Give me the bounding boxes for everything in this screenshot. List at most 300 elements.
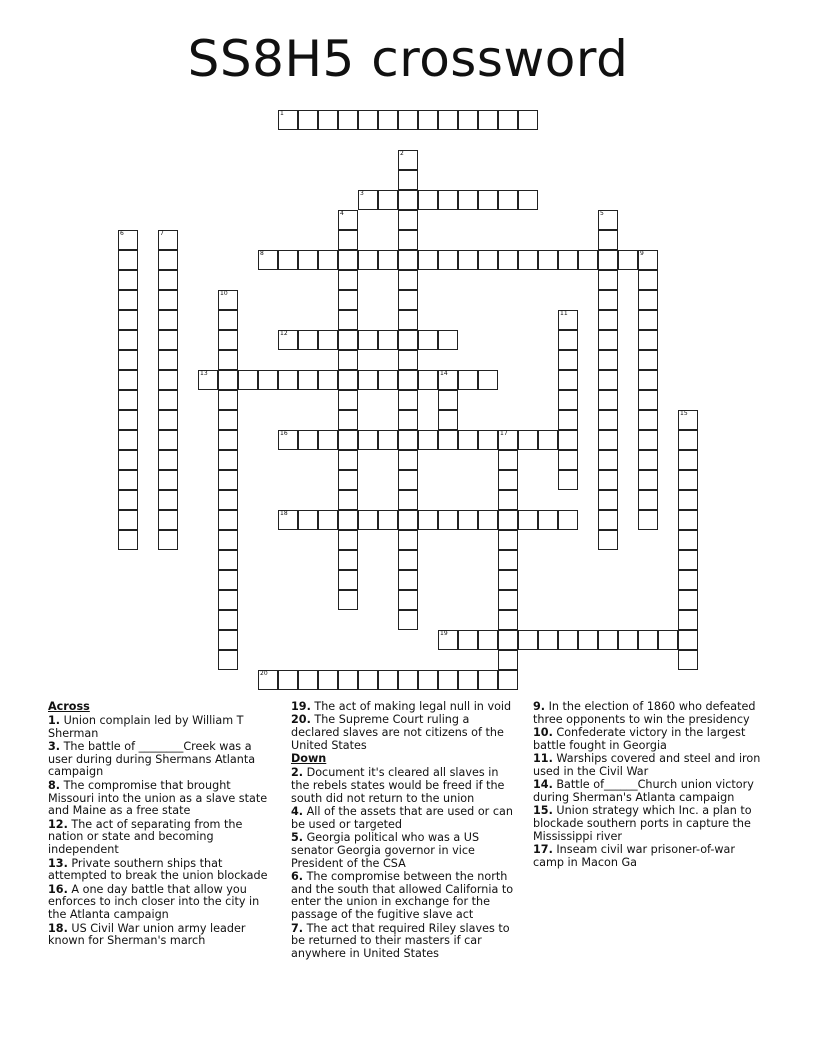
grid-cell[interactable] bbox=[158, 250, 178, 270]
grid-cell[interactable] bbox=[318, 250, 338, 270]
grid-cell[interactable] bbox=[518, 190, 538, 210]
grid-cell[interactable] bbox=[118, 530, 138, 550]
grid-cell[interactable] bbox=[118, 270, 138, 290]
grid-cell[interactable] bbox=[398, 410, 418, 430]
grid-cell[interactable] bbox=[678, 590, 698, 610]
grid-cell[interactable] bbox=[338, 510, 358, 530]
grid-cell[interactable] bbox=[158, 330, 178, 350]
grid-cell[interactable] bbox=[678, 650, 698, 670]
grid-cell[interactable] bbox=[678, 430, 698, 450]
grid-cell[interactable] bbox=[398, 590, 418, 610]
grid-cell[interactable] bbox=[498, 610, 518, 630]
clue-text: In the election of 1860 who defeated three opponents to win the presidency bbox=[533, 700, 756, 726]
grid-cell[interactable] bbox=[278, 370, 298, 390]
grid-cell[interactable] bbox=[578, 630, 598, 650]
grid-cell[interactable] bbox=[598, 630, 618, 650]
grid-cell[interactable] bbox=[498, 650, 518, 670]
grid-cell[interactable] bbox=[678, 470, 698, 490]
grid-cell[interactable] bbox=[158, 530, 178, 550]
grid-cell[interactable] bbox=[338, 390, 358, 410]
grid-cell[interactable] bbox=[478, 670, 498, 690]
grid-cell[interactable] bbox=[678, 570, 698, 590]
grid-cell[interactable] bbox=[598, 370, 618, 390]
grid-cell[interactable] bbox=[198, 370, 218, 390]
grid-cell[interactable] bbox=[438, 110, 458, 130]
grid-cell[interactable] bbox=[158, 270, 178, 290]
grid-cell[interactable] bbox=[598, 210, 618, 230]
grid-cell[interactable] bbox=[358, 110, 378, 130]
grid-cell[interactable] bbox=[458, 430, 478, 450]
clue-number: 16 bbox=[280, 430, 288, 437]
grid-cell[interactable] bbox=[338, 470, 358, 490]
across-clue bbox=[48, 780, 276, 818]
grid-cell[interactable] bbox=[218, 370, 238, 390]
grid-cell[interactable] bbox=[598, 450, 618, 470]
grid-cell[interactable] bbox=[398, 330, 418, 350]
grid-cell[interactable] bbox=[438, 430, 458, 450]
grid-cell[interactable] bbox=[398, 270, 418, 290]
grid-cell[interactable] bbox=[338, 570, 358, 590]
grid-cell[interactable] bbox=[338, 350, 358, 370]
grid-cell[interactable] bbox=[258, 250, 278, 270]
grid-cell[interactable] bbox=[478, 370, 498, 390]
grid-cell[interactable] bbox=[218, 470, 238, 490]
grid-cell[interactable] bbox=[458, 670, 478, 690]
grid-cell[interactable] bbox=[398, 150, 418, 170]
grid-cell[interactable] bbox=[558, 630, 578, 650]
grid-cell[interactable] bbox=[638, 450, 658, 470]
grid-cell[interactable] bbox=[318, 430, 338, 450]
grid-cell[interactable] bbox=[398, 230, 418, 250]
clue-number: 19 bbox=[440, 630, 448, 637]
grid-cell[interactable] bbox=[378, 430, 398, 450]
clue-number: 4 bbox=[340, 210, 344, 217]
grid-cell[interactable] bbox=[398, 190, 418, 210]
grid-cell[interactable] bbox=[558, 350, 578, 370]
grid-cell[interactable] bbox=[458, 630, 478, 650]
grid-cell[interactable] bbox=[578, 250, 598, 270]
grid-cell[interactable] bbox=[398, 530, 418, 550]
grid-cell[interactable] bbox=[498, 590, 518, 610]
clue-number: 14 bbox=[440, 370, 448, 377]
grid-cell[interactable] bbox=[398, 510, 418, 530]
clue-number: 3 bbox=[360, 190, 364, 197]
grid-cell[interactable] bbox=[498, 530, 518, 550]
grid-cell[interactable] bbox=[378, 670, 398, 690]
grid-cell[interactable] bbox=[478, 630, 498, 650]
grid-cell[interactable] bbox=[438, 510, 458, 530]
grid-cell[interactable] bbox=[498, 250, 518, 270]
grid-cell[interactable] bbox=[398, 570, 418, 590]
clue-label: 19. bbox=[291, 700, 311, 713]
grid-cell[interactable] bbox=[678, 490, 698, 510]
grid-cell[interactable] bbox=[458, 110, 478, 130]
grid-cell[interactable] bbox=[638, 630, 658, 650]
grid-cell[interactable] bbox=[278, 330, 298, 350]
grid-cell[interactable] bbox=[118, 290, 138, 310]
grid-cell[interactable] bbox=[558, 430, 578, 450]
clue-label: 1. bbox=[48, 713, 61, 727]
grid-cell[interactable] bbox=[298, 510, 318, 530]
grid-cell[interactable] bbox=[498, 510, 518, 530]
grid-cell[interactable] bbox=[118, 410, 138, 430]
grid-cell[interactable] bbox=[518, 510, 538, 530]
grid-cell[interactable] bbox=[378, 370, 398, 390]
grid-cell[interactable] bbox=[338, 110, 358, 130]
grid-cell[interactable] bbox=[678, 530, 698, 550]
grid-cell[interactable] bbox=[358, 430, 378, 450]
grid-cell[interactable] bbox=[218, 410, 238, 430]
grid-cell[interactable] bbox=[598, 470, 618, 490]
grid-cell[interactable] bbox=[538, 250, 558, 270]
clue-number: 15 bbox=[680, 410, 688, 417]
grid-cell[interactable] bbox=[498, 110, 518, 130]
grid-cell[interactable] bbox=[638, 370, 658, 390]
grid-cell[interactable] bbox=[218, 650, 238, 670]
grid-cell[interactable] bbox=[398, 610, 418, 630]
grid-cell[interactable] bbox=[338, 550, 358, 570]
grid-cell[interactable] bbox=[558, 330, 578, 350]
grid-cell[interactable] bbox=[498, 430, 518, 450]
grid-cell[interactable] bbox=[218, 290, 238, 310]
grid-cell[interactable] bbox=[218, 550, 238, 570]
down-clue bbox=[533, 727, 765, 753]
grid-cell[interactable] bbox=[218, 350, 238, 370]
grid-cell[interactable] bbox=[158, 230, 178, 250]
grid-cell[interactable] bbox=[558, 410, 578, 430]
grid-cell[interactable] bbox=[438, 370, 458, 390]
grid-cell[interactable] bbox=[558, 470, 578, 490]
grid-cell[interactable] bbox=[358, 330, 378, 350]
grid-cell[interactable] bbox=[158, 390, 178, 410]
grid-cell[interactable] bbox=[378, 190, 398, 210]
clue-label: 3. bbox=[48, 739, 61, 753]
grid-cell[interactable] bbox=[298, 670, 318, 690]
grid-cell[interactable] bbox=[418, 670, 438, 690]
clue-number: 17 bbox=[500, 430, 508, 437]
across-clue bbox=[291, 701, 519, 714]
grid-cell[interactable] bbox=[158, 430, 178, 450]
grid-cell[interactable] bbox=[118, 450, 138, 470]
grid-cell[interactable] bbox=[498, 190, 518, 210]
grid-cell[interactable] bbox=[338, 270, 358, 290]
grid-cell[interactable] bbox=[358, 370, 378, 390]
grid-cell[interactable] bbox=[418, 250, 438, 270]
grid-cell[interactable] bbox=[358, 250, 378, 270]
down-clue bbox=[291, 806, 519, 832]
grid-cell[interactable] bbox=[518, 630, 538, 650]
clue-number: 18 bbox=[280, 510, 288, 517]
grid-cell[interactable] bbox=[338, 230, 358, 250]
grid-cell[interactable] bbox=[338, 250, 358, 270]
grid-cell[interactable] bbox=[498, 670, 518, 690]
grid-cell[interactable] bbox=[498, 450, 518, 470]
grid-cell[interactable] bbox=[678, 450, 698, 470]
grid-cell[interactable] bbox=[438, 410, 458, 430]
across-clue bbox=[291, 714, 519, 752]
grid-cell[interactable] bbox=[518, 430, 538, 450]
grid-cell[interactable] bbox=[638, 510, 658, 530]
clue-label: 4. bbox=[291, 804, 304, 818]
grid-cell[interactable] bbox=[398, 290, 418, 310]
grid-cell[interactable] bbox=[338, 410, 358, 430]
grid-cell[interactable] bbox=[458, 250, 478, 270]
grid-cell[interactable] bbox=[518, 250, 538, 270]
grid-cell[interactable] bbox=[638, 290, 658, 310]
grid-cell[interactable] bbox=[558, 250, 578, 270]
grid-cell[interactable] bbox=[398, 310, 418, 330]
grid-cell[interactable] bbox=[318, 330, 338, 350]
grid-cell[interactable] bbox=[358, 670, 378, 690]
grid-cell[interactable] bbox=[338, 290, 358, 310]
grid-cell[interactable] bbox=[338, 490, 358, 510]
grid-cell[interactable] bbox=[158, 490, 178, 510]
grid-cell[interactable] bbox=[558, 390, 578, 410]
grid-cell[interactable] bbox=[338, 430, 358, 450]
grid-cell[interactable] bbox=[478, 190, 498, 210]
grid-cell[interactable] bbox=[478, 430, 498, 450]
grid-cell[interactable] bbox=[218, 330, 238, 350]
grid-cell[interactable] bbox=[538, 430, 558, 450]
grid-cell[interactable] bbox=[298, 330, 318, 350]
grid-cell[interactable] bbox=[418, 190, 438, 210]
grid-cell[interactable] bbox=[458, 190, 478, 210]
grid-cell[interactable] bbox=[118, 510, 138, 530]
grid-cell[interactable] bbox=[418, 330, 438, 350]
clue-text: Battle of______Church union victory during Sherman's Atlanta campaign bbox=[533, 778, 754, 805]
grid-cell[interactable] bbox=[158, 370, 178, 390]
grid-cell[interactable] bbox=[438, 250, 458, 270]
grid-cell[interactable] bbox=[598, 530, 618, 550]
grid-cell[interactable] bbox=[618, 630, 638, 650]
grid-cell[interactable] bbox=[298, 370, 318, 390]
grid-cell[interactable] bbox=[118, 370, 138, 390]
grid-cell[interactable] bbox=[438, 330, 458, 350]
grid-cell[interactable] bbox=[218, 590, 238, 610]
grid-cell[interactable] bbox=[498, 630, 518, 650]
grid-cell[interactable] bbox=[218, 490, 238, 510]
grid-cell[interactable] bbox=[478, 110, 498, 130]
grid-cell[interactable] bbox=[158, 470, 178, 490]
clue-label: 20. bbox=[291, 713, 311, 727]
grid-cell[interactable] bbox=[438, 190, 458, 210]
grid-cell[interactable] bbox=[398, 430, 418, 450]
grid-cell[interactable] bbox=[418, 110, 438, 130]
grid-cell[interactable] bbox=[678, 610, 698, 630]
grid-cell[interactable] bbox=[638, 330, 658, 350]
grid-cell[interactable] bbox=[538, 630, 558, 650]
grid-cell[interactable] bbox=[398, 350, 418, 370]
grid-cell[interactable] bbox=[398, 470, 418, 490]
grid-cell[interactable] bbox=[118, 250, 138, 270]
grid-cell[interactable] bbox=[498, 570, 518, 590]
grid-cell[interactable] bbox=[238, 370, 258, 390]
clue-label: 16. bbox=[48, 882, 68, 896]
grid-cell[interactable] bbox=[338, 530, 358, 550]
grid-cell[interactable] bbox=[118, 350, 138, 370]
clue-number: 6 bbox=[120, 230, 124, 237]
grid-cell[interactable] bbox=[378, 510, 398, 530]
grid-cell[interactable] bbox=[338, 310, 358, 330]
grid-cell[interactable] bbox=[438, 630, 458, 650]
grid-cell[interactable] bbox=[638, 430, 658, 450]
grid-cell[interactable] bbox=[218, 510, 238, 530]
grid-cell[interactable] bbox=[498, 470, 518, 490]
grid-cell[interactable] bbox=[378, 250, 398, 270]
grid-cell[interactable] bbox=[378, 110, 398, 130]
clue-label: 15. bbox=[533, 804, 553, 818]
grid-cell[interactable] bbox=[598, 330, 618, 350]
grid-cell[interactable] bbox=[438, 670, 458, 690]
grid-cell[interactable] bbox=[598, 230, 618, 250]
grid-cell[interactable] bbox=[358, 510, 378, 530]
grid-cell[interactable] bbox=[678, 630, 698, 650]
grid-cell[interactable] bbox=[558, 370, 578, 390]
grid-cell[interactable] bbox=[338, 210, 358, 230]
grid-cell[interactable] bbox=[478, 510, 498, 530]
grid-cell[interactable] bbox=[398, 170, 418, 190]
clue-text: Union strategy which Inc. a plan to blockade southern ports in capture the Mississippi river bbox=[533, 804, 752, 843]
grid-cell[interactable] bbox=[458, 370, 478, 390]
grid-cell[interactable] bbox=[618, 250, 638, 270]
grid-cell[interactable] bbox=[398, 670, 418, 690]
grid-cell[interactable] bbox=[598, 270, 618, 290]
grid-cell[interactable] bbox=[278, 430, 298, 450]
grid-cell[interactable] bbox=[398, 210, 418, 230]
grid-cell[interactable] bbox=[118, 230, 138, 250]
grid-cell[interactable] bbox=[318, 110, 338, 130]
grid-cell[interactable] bbox=[278, 670, 298, 690]
grid-cell[interactable] bbox=[378, 330, 398, 350]
grid-cell[interactable] bbox=[298, 250, 318, 270]
grid-cell[interactable] bbox=[218, 390, 238, 410]
grid-cell[interactable] bbox=[598, 390, 618, 410]
grid-cell[interactable] bbox=[338, 670, 358, 690]
grid-cell[interactable] bbox=[638, 250, 658, 270]
grid-cell[interactable] bbox=[318, 370, 338, 390]
grid-cell[interactable] bbox=[498, 550, 518, 570]
grid-cell[interactable] bbox=[598, 510, 618, 530]
clue-label: 9. bbox=[533, 700, 546, 713]
clue-text: Union complain led by William T Sherman bbox=[48, 713, 244, 740]
across-clue bbox=[48, 884, 276, 922]
grid-cell[interactable] bbox=[638, 490, 658, 510]
grid-cell[interactable] bbox=[598, 490, 618, 510]
grid-cell[interactable] bbox=[158, 350, 178, 370]
grid-cell[interactable] bbox=[598, 350, 618, 370]
grid-cell[interactable] bbox=[638, 390, 658, 410]
grid-cell[interactable] bbox=[218, 610, 238, 630]
grid-cell[interactable] bbox=[158, 450, 178, 470]
grid-cell[interactable] bbox=[598, 430, 618, 450]
grid-cell[interactable] bbox=[638, 310, 658, 330]
clue-label: 7. bbox=[291, 921, 304, 935]
grid-cell[interactable] bbox=[258, 670, 278, 690]
grid-cell[interactable] bbox=[438, 390, 458, 410]
grid-cell[interactable] bbox=[538, 510, 558, 530]
grid-cell[interactable] bbox=[218, 310, 238, 330]
across-heading: Across bbox=[48, 700, 90, 713]
grid-cell[interactable] bbox=[398, 370, 418, 390]
grid-cell[interactable] bbox=[298, 430, 318, 450]
grid-cell[interactable] bbox=[398, 450, 418, 470]
clue-text: Georgia political who was a US senator Georgia governor in vice President of the CSA bbox=[291, 830, 480, 870]
grid-cell[interactable] bbox=[218, 630, 238, 650]
grid-cell[interactable] bbox=[338, 590, 358, 610]
grid-cell[interactable] bbox=[278, 510, 298, 530]
grid-cell[interactable] bbox=[338, 330, 358, 350]
grid-cell[interactable] bbox=[338, 370, 358, 390]
grid-cell[interactable] bbox=[258, 370, 278, 390]
clue-number: 10 bbox=[220, 290, 228, 297]
grid-cell[interactable] bbox=[498, 490, 518, 510]
grid-cell[interactable] bbox=[118, 470, 138, 490]
grid-cell[interactable] bbox=[158, 310, 178, 330]
grid-cell[interactable] bbox=[218, 530, 238, 550]
grid-cell[interactable] bbox=[278, 250, 298, 270]
grid-cell[interactable] bbox=[678, 410, 698, 430]
grid-cell[interactable] bbox=[418, 430, 438, 450]
grid-cell[interactable] bbox=[118, 430, 138, 450]
grid-cell[interactable] bbox=[558, 510, 578, 530]
grid-cell[interactable] bbox=[418, 510, 438, 530]
grid-cell[interactable] bbox=[658, 630, 678, 650]
clue-text: The battle of ________Creek was a user during during Shermans Atlanta campaign bbox=[48, 739, 256, 779]
grid-cell[interactable] bbox=[598, 250, 618, 270]
grid-cell[interactable] bbox=[398, 390, 418, 410]
grid-cell[interactable] bbox=[398, 250, 418, 270]
grid-cell[interactable] bbox=[118, 310, 138, 330]
down-heading: Down bbox=[291, 752, 327, 766]
grid-cell[interactable] bbox=[558, 310, 578, 330]
grid-cell[interactable] bbox=[598, 310, 618, 330]
clue-text: Confederate victory in the largest battle fought in Georgia bbox=[533, 726, 746, 752]
grid-cell[interactable] bbox=[638, 410, 658, 430]
grid-cell[interactable] bbox=[158, 290, 178, 310]
grid-cell[interactable] bbox=[318, 670, 338, 690]
grid-cell[interactable] bbox=[278, 110, 298, 130]
grid-cell[interactable] bbox=[218, 450, 238, 470]
grid-cell[interactable] bbox=[118, 390, 138, 410]
grid-cell[interactable] bbox=[358, 190, 378, 210]
grid-cell[interactable] bbox=[598, 410, 618, 430]
grid-cell[interactable] bbox=[598, 290, 618, 310]
grid-cell[interactable] bbox=[458, 510, 478, 530]
grid-cell[interactable] bbox=[398, 110, 418, 130]
grid-cell[interactable] bbox=[118, 330, 138, 350]
grid-cell[interactable] bbox=[318, 510, 338, 530]
grid-cell[interactable] bbox=[158, 510, 178, 530]
grid-cell[interactable] bbox=[218, 570, 238, 590]
grid-cell[interactable] bbox=[158, 410, 178, 430]
grid-cell[interactable] bbox=[398, 490, 418, 510]
grid-cell[interactable] bbox=[298, 110, 318, 130]
grid-cell[interactable] bbox=[478, 250, 498, 270]
grid-cell[interactable] bbox=[638, 270, 658, 290]
grid-cell[interactable] bbox=[638, 350, 658, 370]
grid-cell[interactable] bbox=[558, 450, 578, 470]
grid-cell[interactable] bbox=[418, 370, 438, 390]
grid-cell[interactable] bbox=[118, 490, 138, 510]
grid-cell[interactable] bbox=[638, 470, 658, 490]
down-clue bbox=[533, 779, 765, 805]
grid-cell[interactable] bbox=[678, 550, 698, 570]
grid-cell[interactable] bbox=[518, 110, 538, 130]
grid-cell[interactable] bbox=[398, 550, 418, 570]
grid-cell[interactable] bbox=[218, 430, 238, 450]
grid-cell[interactable] bbox=[338, 450, 358, 470]
grid-cell[interactable] bbox=[678, 510, 698, 530]
